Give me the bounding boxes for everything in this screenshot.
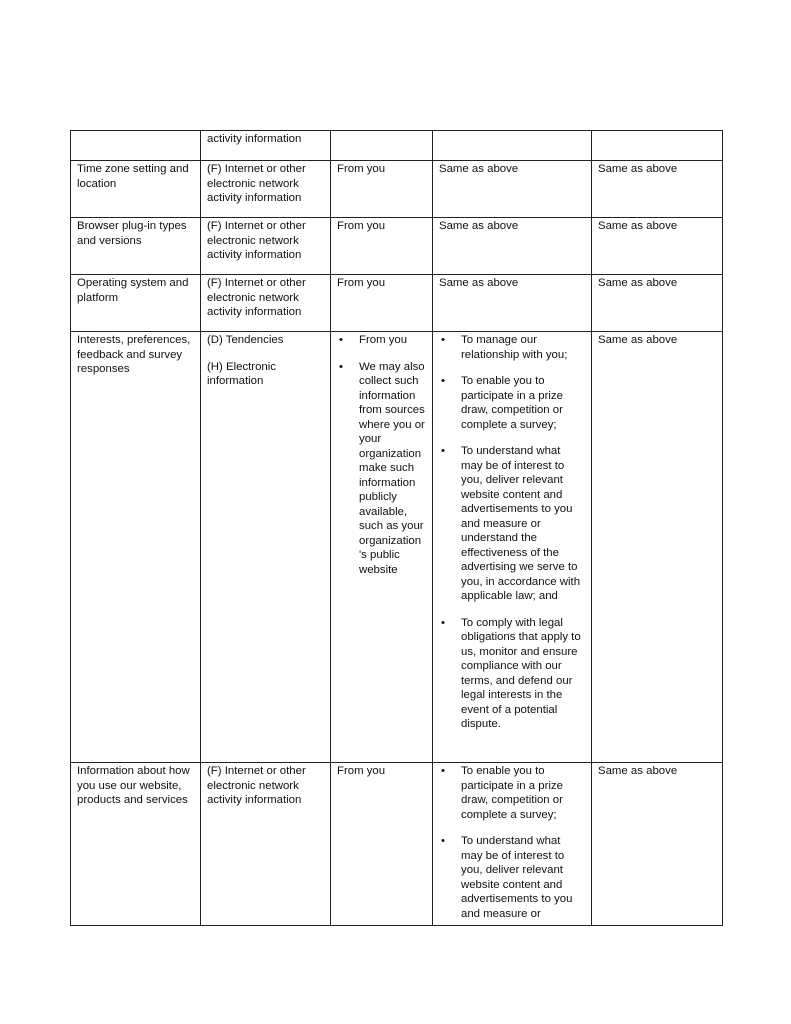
category-text: Browser plug-in types and versions [77, 220, 187, 247]
source-cell [331, 131, 433, 161]
bullet-icon: • [441, 616, 445, 629]
category-cell [71, 218, 201, 275]
sharing-cell [592, 763, 723, 926]
category-text: Operating system and platform [77, 277, 189, 304]
ccpa-category-cell [201, 131, 331, 161]
purpose-text: Same as above [439, 163, 519, 175]
bullet-icon: • [441, 445, 445, 457]
purpose-text: Same as above [439, 277, 519, 289]
list-item-text: To manage our relationship with you; [461, 334, 568, 361]
table-row [71, 218, 723, 275]
list-item-text: To understand what may be of interest to you, deliver relevant website content and advertisements to you and measure or [461, 835, 573, 920]
source-text: From you [337, 765, 386, 777]
source-cell [331, 275, 433, 332]
category-text: Interests, preferences, feedback and survey responses [77, 334, 191, 375]
list-item [337, 360, 426, 578]
sharing-cell [592, 332, 723, 763]
source-text: From you [337, 220, 386, 232]
data-table [70, 130, 723, 926]
list-item-text: From you [359, 334, 408, 346]
purpose-cell [433, 332, 592, 763]
ccpa-category-text: (F) Internet or other electronic network activity information [207, 277, 306, 318]
category-text: Time zone setting and location [77, 163, 189, 190]
source-cell [331, 161, 433, 218]
list-item-text: To comply with legal obligations that apply to us, monitor and ensure compliance with our terms, and defend our legal interests in the event of a potential dispute. [461, 616, 581, 730]
sharing-text: Same as above [598, 765, 678, 777]
ccpa-category-text: (F) Internet or other electronic network activity information [207, 163, 306, 204]
category-cell [71, 131, 201, 161]
list-item [439, 374, 585, 432]
purpose-list [439, 764, 585, 921]
list-item [439, 616, 585, 732]
purpose-list [439, 333, 585, 732]
ccpa-category-cell [201, 763, 331, 926]
source-text: From you [337, 277, 386, 289]
source-list [337, 333, 426, 577]
purpose-cell [433, 275, 592, 332]
purpose-text: Same as above [439, 220, 519, 232]
ccpa-category-cell [201, 275, 331, 332]
list-item-text: To enable you to participate in a prize draw, competition or complete a survey; [461, 765, 563, 821]
ccpa-category-cell [201, 332, 331, 763]
source-cell [331, 332, 433, 763]
list-item [439, 834, 585, 921]
list-item [337, 333, 426, 348]
sharing-text: Same as above [598, 334, 678, 346]
sharing-text: Same as above [598, 220, 678, 232]
ccpa-category-text: (F) Internet or other electronic network activity information [207, 765, 306, 806]
category-text: Information about how you use our website, products and services [77, 765, 190, 806]
purpose-cell [433, 161, 592, 218]
bullet-icon: • [441, 375, 445, 387]
sharing-cell [592, 218, 723, 275]
table-row [71, 161, 723, 218]
purpose-cell [433, 131, 592, 161]
sharing-cell [592, 275, 723, 332]
list-item [439, 764, 585, 822]
bullet-icon: • [339, 334, 343, 346]
list-item-text: We may also collect such information from sources where you or your organization make such information publicly available, such as your organization 's public website [359, 360, 425, 576]
ccpa-category-cell [201, 218, 331, 275]
source-cell [331, 763, 433, 926]
sharing-cell [592, 161, 723, 218]
source-text: From you [337, 163, 386, 175]
table-row [71, 332, 723, 763]
list-item [439, 444, 585, 604]
bullet-icon: • [339, 360, 343, 373]
source-cell [331, 218, 433, 275]
ccpa-category-text: (H) Electronic information [207, 360, 276, 387]
table-row [71, 763, 723, 926]
category-cell [71, 275, 201, 332]
table-row [71, 275, 723, 332]
sharing-text: Same as above [598, 163, 678, 175]
category-cell [71, 332, 201, 763]
category-cell [71, 161, 201, 218]
sharing-cell [592, 131, 723, 161]
category-cell [71, 763, 201, 926]
bullet-icon: • [441, 334, 445, 346]
purpose-cell [433, 218, 592, 275]
bullet-icon: • [441, 765, 445, 777]
sharing-text: Same as above [598, 277, 678, 289]
bullet-icon: • [441, 835, 445, 847]
ccpa-category-text: (F) Internet or other electronic network activity information [207, 220, 306, 261]
ccpa-category-text: (D) Tendencies [207, 334, 284, 346]
purpose-cell [433, 763, 592, 926]
table-row [71, 131, 723, 161]
ccpa-category-text: activity information [207, 133, 302, 145]
list-item-text: To enable you to participate in a prize draw, competition or complete a survey; [461, 375, 563, 431]
ccpa-category-cell [201, 161, 331, 218]
list-item [439, 333, 585, 362]
list-item-text: To understand what may be of interest to you, deliver relevant website content and advertisements to you and measure or understand the effectiveness of the advertising we serve to you, in accordance with applicable law; and [461, 445, 581, 602]
